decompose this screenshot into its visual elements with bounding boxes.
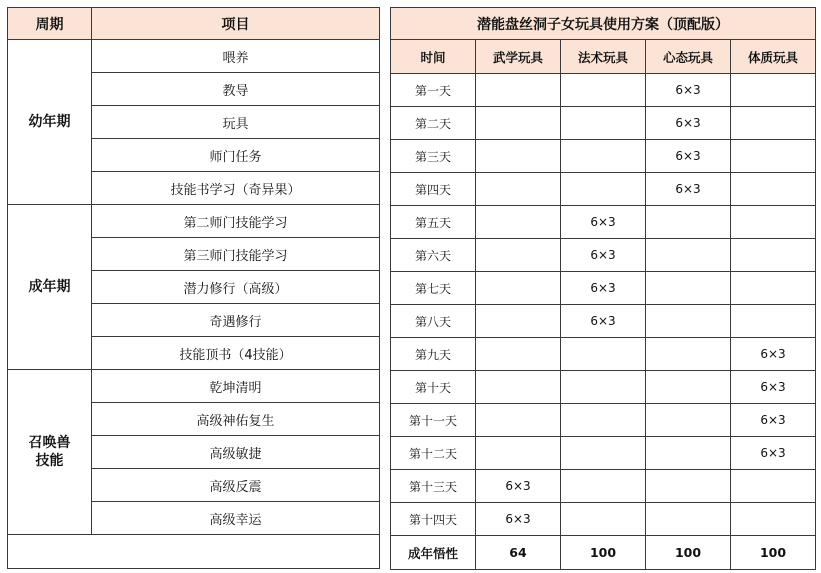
toy-count-cell [646, 503, 731, 536]
item-cell: 高级神佑复生 [92, 403, 380, 436]
toy-count-cell [476, 239, 561, 272]
table-row [391, 206, 816, 239]
title-row [391, 8, 816, 40]
toy-count-cell: 6×3 [646, 173, 731, 206]
toy-count-cell [561, 437, 646, 470]
toy-count-cell: 6×3 [561, 206, 646, 239]
period-cell: 召唤兽 技能 [8, 370, 92, 535]
item-cell: 第二师门技能学习 [92, 205, 380, 238]
toy-count-cell: 6×3 [646, 74, 731, 107]
item-cell: 喂养 [92, 40, 380, 73]
toy-count-cell [561, 503, 646, 536]
toy-count-cell [561, 140, 646, 173]
day-cell: 第十四天 [391, 503, 476, 536]
table-row [391, 305, 816, 338]
table-row [391, 239, 816, 272]
toy-count-cell: 6×3 [731, 371, 816, 404]
period-cell: 幼年期 [8, 40, 92, 205]
table-row [391, 338, 816, 371]
header-period: 周期 [8, 8, 92, 40]
toy-count-cell [731, 107, 816, 140]
day-cell: 第十一天 [391, 404, 476, 437]
toy-count-cell [731, 140, 816, 173]
table-row [8, 40, 380, 73]
period-cell: 成年期 [8, 205, 92, 370]
table-row [8, 205, 380, 238]
toy-count-cell [646, 371, 731, 404]
item-cell: 奇遇修行 [92, 304, 380, 337]
total-value: 64 [476, 536, 561, 570]
toy-count-cell [476, 404, 561, 437]
table-row [391, 140, 816, 173]
column-header: 法术玩具 [561, 40, 646, 74]
table-row [391, 503, 816, 536]
toy-count-cell [731, 74, 816, 107]
table-row [391, 470, 816, 503]
toy-count-cell: 6×3 [476, 470, 561, 503]
toy-count-cell [731, 206, 816, 239]
column-header: 体质玩具 [731, 40, 816, 74]
toy-count-cell: 6×3 [731, 404, 816, 437]
toy-count-cell [476, 305, 561, 338]
toy-count-cell: 6×3 [561, 239, 646, 272]
toy-count-cell [646, 272, 731, 305]
column-header: 武学玩具 [476, 40, 561, 74]
toy-count-cell [476, 74, 561, 107]
day-cell: 第四天 [391, 173, 476, 206]
toy-count-cell [476, 338, 561, 371]
table-row [391, 107, 816, 140]
column-header-row [391, 40, 816, 74]
item-cell: 技能书学习（奇异果） [92, 172, 380, 205]
cycle-items-table [7, 7, 380, 569]
toy-count-cell [646, 470, 731, 503]
toy-count-cell [731, 470, 816, 503]
table-row [391, 404, 816, 437]
item-cell: 第三师门技能学习 [92, 238, 380, 271]
toy-count-cell [646, 206, 731, 239]
toy-count-cell [731, 272, 816, 305]
toy-count-cell [561, 470, 646, 503]
item-cell: 高级敏捷 [92, 436, 380, 469]
table-row [391, 371, 816, 404]
toy-count-cell [646, 338, 731, 371]
total-label: 成年悟性 [391, 536, 476, 570]
day-cell: 第八天 [391, 305, 476, 338]
toy-count-cell [561, 404, 646, 437]
day-cell: 第三天 [391, 140, 476, 173]
column-header: 心态玩具 [646, 40, 731, 74]
total-row [391, 536, 816, 570]
toy-count-cell [646, 239, 731, 272]
item-cell: 技能顶书（4技能） [92, 337, 380, 370]
toy-count-cell: 6×3 [561, 305, 646, 338]
column-header: 时间 [391, 40, 476, 74]
header-item: 项目 [92, 8, 380, 40]
table-row [391, 272, 816, 305]
toy-count-cell: 6×3 [646, 107, 731, 140]
total-value: 100 [731, 536, 816, 570]
toy-count-cell: 6×3 [731, 437, 816, 470]
toy-count-cell: 6×3 [646, 140, 731, 173]
table-row [391, 173, 816, 206]
toy-count-cell: 6×3 [561, 272, 646, 305]
table-row [391, 437, 816, 470]
toy-count-cell [476, 371, 561, 404]
toy-count-cell: 6×3 [731, 338, 816, 371]
empty-row [8, 535, 380, 569]
toy-count-cell [476, 140, 561, 173]
day-cell: 第五天 [391, 206, 476, 239]
day-cell: 第一天 [391, 74, 476, 107]
item-cell: 高级反震 [92, 469, 380, 502]
day-cell: 第二天 [391, 107, 476, 140]
toy-count-cell [646, 437, 731, 470]
item-cell: 潜力修行（高级） [92, 271, 380, 304]
day-cell: 第七天 [391, 272, 476, 305]
day-cell: 第九天 [391, 338, 476, 371]
toy-count-cell [731, 503, 816, 536]
toy-count-cell [561, 107, 646, 140]
toy-count-cell [476, 173, 561, 206]
toy-count-cell [561, 173, 646, 206]
toy-count-cell [476, 206, 561, 239]
day-cell: 第十天 [391, 371, 476, 404]
day-cell: 第十二天 [391, 437, 476, 470]
plan-title: 潜能盘丝洞子女玩具使用方案（顶配版） [391, 8, 816, 40]
table-row [391, 74, 816, 107]
day-cell: 第六天 [391, 239, 476, 272]
item-cell: 教导 [92, 73, 380, 106]
day-cell: 第十三天 [391, 470, 476, 503]
toy-count-cell [476, 107, 561, 140]
item-cell: 高级幸运 [92, 502, 380, 535]
toy-count-cell: 6×3 [476, 503, 561, 536]
toy-count-cell [731, 305, 816, 338]
header-row [8, 8, 380, 40]
total-value: 100 [646, 536, 731, 570]
item-cell: 乾坤清明 [92, 370, 380, 403]
toy-count-cell [561, 338, 646, 371]
toy-usage-plan-table [390, 7, 816, 570]
toy-count-cell [646, 305, 731, 338]
toy-count-cell [731, 239, 816, 272]
item-cell: 师门任务 [92, 139, 380, 172]
toy-count-cell [561, 74, 646, 107]
total-value: 100 [561, 536, 646, 570]
empty-cell [8, 535, 380, 569]
toy-count-cell [476, 437, 561, 470]
item-cell: 玩具 [92, 106, 380, 139]
table-row [8, 370, 380, 403]
toy-count-cell [561, 371, 646, 404]
toy-count-cell [476, 272, 561, 305]
toy-count-cell [731, 173, 816, 206]
toy-count-cell [646, 404, 731, 437]
